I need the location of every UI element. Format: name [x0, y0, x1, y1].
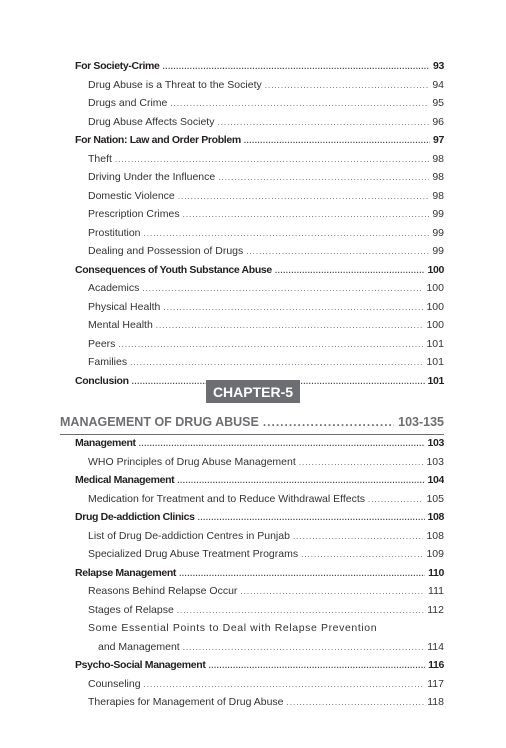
toc-entry-title: Prescription Crimes	[88, 208, 180, 220]
toc-dot-leader	[144, 680, 425, 689]
toc-subsection-entry[interactable]	[88, 585, 444, 605]
toc-dot-leader	[163, 303, 423, 312]
toc-dot-leader	[156, 321, 424, 330]
toc-dot-leader	[301, 550, 423, 559]
toc-subsection-entry[interactable]	[88, 319, 444, 339]
toc-page-number: 96	[432, 115, 444, 128]
chapter-title-text: MANAGEMENT OF DRUG ABUSE	[60, 415, 259, 429]
toc-subsection-entry[interactable]	[88, 190, 444, 210]
toc-dot-leader	[179, 569, 425, 578]
toc-page-number: 93	[433, 60, 444, 72]
toc-subsection-entry[interactable]	[88, 338, 444, 358]
toc-entry-title: Therapies for Management of Drug Abuse	[88, 696, 284, 708]
toc-subsection-entry[interactable]	[88, 97, 444, 117]
toc-dot-leader	[244, 136, 430, 145]
toc-entry-title: Drug Abuse is a Threat to the Society	[88, 78, 262, 91]
toc-page-number: 99	[432, 208, 444, 220]
chapter-badge-label: CHAPTER-5	[212, 383, 294, 400]
toc-subsection-entry[interactable]	[88, 282, 444, 302]
toc-entry-title: Medication for Treatment and to Reduce Withdrawal Effects	[88, 492, 366, 505]
toc-subsection-entry[interactable]	[88, 301, 444, 321]
toc-entry-title: Psycho-Social Management	[75, 659, 206, 671]
toc-entry-title: Peers	[88, 337, 116, 350]
toc-page-number: 101	[426, 356, 444, 368]
toc-dot-leader	[265, 81, 430, 90]
toc-entry-title: Specialized Drug Abuse Treatment Programs	[88, 548, 299, 560]
toc-page-number: 98	[432, 189, 444, 202]
toc-dot-leader	[115, 155, 429, 164]
chapter-page-range: 103-135	[398, 415, 444, 429]
toc-page-number: 116	[428, 659, 444, 671]
toc-page-number: 100	[427, 263, 444, 276]
toc-entry-title: Reasons Behind Relapse Occur	[88, 585, 238, 597]
toc-entry-title: Drug De-addiction Clinics	[75, 511, 195, 523]
toc-entry-title: Dealing and Possession of Drugs	[88, 245, 244, 257]
toc-subsection-entry[interactable]	[88, 696, 444, 716]
toc-subsection-entry[interactable]	[88, 79, 444, 99]
toc-page-number: 108	[426, 529, 444, 542]
toc-dot-leader	[183, 643, 425, 652]
toc-page-number: 101	[427, 374, 444, 387]
toc-section-entry[interactable]	[75, 437, 444, 457]
toc-entry-title: Relapse Management	[75, 566, 177, 579]
toc-subsection-entry[interactable]	[88, 245, 444, 265]
toc-page-number: 105	[426, 492, 444, 505]
toc-dot-leader	[368, 495, 423, 504]
toc-subsection-entry[interactable]	[88, 456, 444, 476]
toc-entry-title: WHO Principles of Drug Abuse Management	[88, 455, 296, 468]
toc-entry-title: Stages of Relapse	[88, 603, 174, 616]
toc-subsection-entry[interactable]	[88, 530, 444, 550]
toc-subsection-entry[interactable]	[88, 208, 444, 228]
toc-section-entry[interactable]	[75, 60, 444, 80]
toc-subsection-entry[interactable]	[88, 153, 444, 173]
toc-subsection-entry[interactable]	[88, 171, 444, 191]
toc-entry-title: For Society-Crime	[75, 60, 160, 72]
toc-dot-leader	[287, 698, 425, 707]
toc-dot-leader	[183, 210, 430, 219]
toc-dot-leader	[139, 439, 425, 448]
toc-section-entry[interactable]	[75, 474, 444, 494]
toc-page-number: 114	[427, 640, 444, 653]
toc-entry-title: Physical Health	[88, 300, 161, 313]
toc-entry-title: Mental Health	[88, 319, 153, 331]
toc-entry-title: Drugs and Crime	[88, 97, 168, 109]
toc-entry-title: List of Drug De-addiction Centres in Punjab	[88, 529, 290, 542]
toc-dot-leader	[299, 458, 424, 467]
toc-subsection-entry[interactable]	[98, 641, 444, 661]
toc-page-number: 100	[426, 300, 444, 313]
toc-section-entry[interactable]	[75, 134, 444, 154]
toc-subsection-entry[interactable]	[88, 356, 444, 376]
toc-section-entry[interactable]	[75, 264, 444, 284]
toc-page-number: 104	[427, 474, 444, 486]
toc-subsection-entry[interactable]	[88, 678, 444, 698]
toc-section-entry[interactable]	[75, 511, 444, 531]
chapter-divider	[60, 434, 444, 435]
toc-entry-title: Some Essential Points to Deal with Relapse Prevention	[88, 622, 378, 634]
toc-page-number: 112	[427, 603, 444, 616]
chapter-title[interactable]	[60, 415, 444, 433]
toc-entry-title: Families	[88, 356, 128, 368]
toc-dot-leader	[130, 358, 423, 367]
toc-page-number: 117	[427, 677, 444, 690]
toc-page-number: 108	[427, 511, 444, 523]
toc-page-number: 103	[427, 437, 444, 449]
toc-page-number: 98	[432, 152, 444, 165]
toc-page-number: 101	[426, 337, 444, 350]
toc-dot-leader	[293, 532, 424, 541]
toc-entry-title: Consequences of Youth Substance Abuse	[75, 263, 272, 276]
toc-dot-leader	[198, 513, 425, 522]
toc-dot-leader	[246, 247, 429, 256]
toc-entry-title: Academics	[88, 282, 140, 294]
toc-page-number: 99	[432, 226, 444, 239]
toc-page-number: 95	[432, 97, 444, 109]
toc-dot-leader	[240, 587, 425, 596]
toc-page-number: 109	[426, 548, 444, 560]
toc-dot-leader	[275, 266, 425, 275]
toc-entry-title: For Nation: Law and Order Problem	[75, 134, 241, 146]
toc-page-number: 111	[428, 585, 444, 597]
toc-section-entry[interactable]	[75, 659, 444, 679]
toc-dot-leader	[142, 284, 423, 293]
toc-dot-leader	[177, 476, 424, 485]
toc-entry-title: Conclusion	[75, 374, 129, 387]
toc-page-number: 97	[433, 134, 444, 146]
toc-entry-title: Drug Abuse Affects Society	[88, 115, 215, 128]
toc-page-number: 99	[432, 245, 444, 257]
toc-entry-title: Prostitution	[88, 226, 141, 239]
toc-subsection-entry[interactable]	[88, 227, 444, 247]
toc-page-number: 100	[426, 319, 444, 331]
toc-page-number: 103	[426, 455, 444, 468]
toc-entry-title: Driving Under the Influence	[88, 171, 216, 183]
chapter-title-leader	[263, 415, 394, 429]
toc-dot-leader	[177, 606, 424, 615]
toc-entry-title: Medical Management	[75, 474, 175, 486]
toc-subsection-entry[interactable]	[88, 622, 444, 642]
toc-entry-title: Counseling	[88, 677, 141, 690]
toc-entry-title: Domestic Violence	[88, 189, 175, 202]
toc-section-entry[interactable]	[75, 567, 444, 587]
toc-dot-leader	[208, 661, 425, 670]
toc-dot-leader	[144, 229, 430, 238]
toc-dot-leader	[218, 173, 429, 182]
toc-dot-leader	[170, 99, 429, 108]
toc-dot-leader	[118, 340, 423, 349]
toc-page-number: 94	[432, 78, 444, 91]
toc-subsection-entry[interactable]	[88, 116, 444, 136]
toc-page-number: 110	[428, 566, 444, 579]
toc-page-number: 100	[426, 282, 444, 294]
toc-subsection-entry[interactable]	[88, 604, 444, 624]
toc-page-number: 118	[427, 696, 444, 708]
toc-subsection-entry[interactable]	[88, 548, 444, 568]
toc-entry-title: Management	[75, 437, 136, 449]
toc-entry-title: Theft	[88, 152, 112, 165]
toc-entry-title: and Management	[98, 640, 180, 653]
chapter-badge	[206, 380, 300, 403]
toc-dot-leader	[178, 192, 430, 201]
toc-page-number: 98	[432, 171, 444, 183]
toc-dot-leader	[163, 62, 431, 71]
toc-dot-leader	[217, 118, 429, 127]
toc-subsection-entry[interactable]	[88, 493, 444, 513]
